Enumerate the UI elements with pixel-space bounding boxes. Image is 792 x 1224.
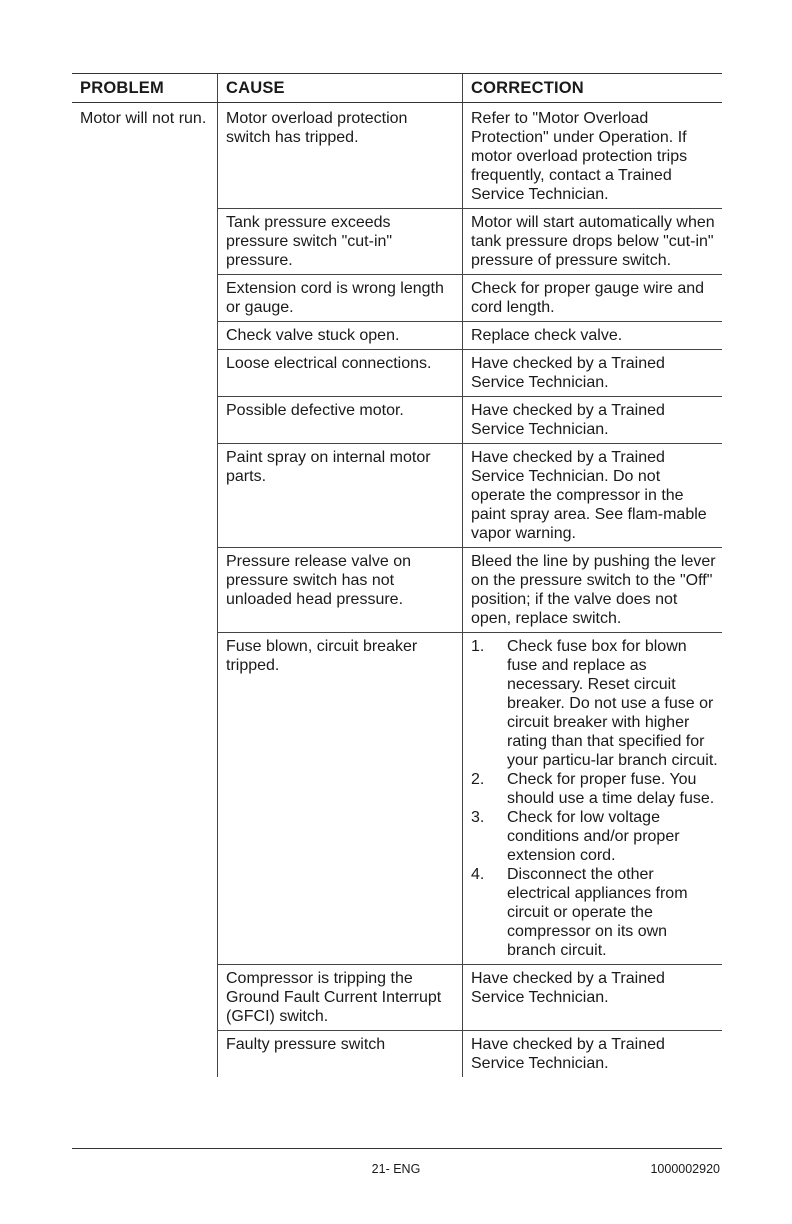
header-problem: PROBLEM xyxy=(80,79,164,97)
table-row xyxy=(217,275,722,322)
correction-step xyxy=(471,770,718,808)
cause-cell: Check valve stuck open. xyxy=(217,322,462,349)
correction-cell: Motor will start automatically when tank pressure drops below "cut-in" pressure of pressure switch. xyxy=(462,209,722,274)
cause-cell: Paint spray on internal motor parts. xyxy=(217,444,462,547)
correction-cell: Have checked by a Trained Service Technician. xyxy=(462,965,722,1030)
cause-cell: Loose electrical connections. xyxy=(217,350,462,396)
correction-cell: Replace check valve. xyxy=(462,322,722,349)
cause-cell: Tank pressure exceeds pressure switch "cut-in" pressure. xyxy=(217,209,462,274)
step-number: 1. xyxy=(471,638,485,655)
cause-correction-rows xyxy=(217,103,722,1077)
cause-cell: Pressure release valve on pressure switch has not unloaded head pressure. xyxy=(217,548,462,632)
table-row xyxy=(217,397,722,444)
step-number: 3. xyxy=(471,809,485,826)
cause-cell: Possible defective motor. xyxy=(217,397,462,443)
correction-cell: Have checked by a Trained Service Technician. Do not operate the compressor in the paint spray area. See flam-mable vapor warning. xyxy=(462,444,722,547)
step-text: Disconnect the other electrical appliances from circuit or operate the compressor on its own branch circuit. xyxy=(507,866,688,959)
correction-step xyxy=(471,637,718,770)
step-text: Check for low voltage conditions and/or proper extension cord. xyxy=(507,809,680,864)
table-row xyxy=(217,965,722,1031)
step-text: Check fuse box for blown fuse and replace as necessary. Reset circuit breaker. Do not use a fuse or circuit breaker with higher rating than that specified for your particu-lar branch circuit. xyxy=(507,638,718,769)
table-row xyxy=(217,444,722,548)
table-row xyxy=(217,209,722,275)
table-header xyxy=(72,74,722,103)
page-number: 21- ENG xyxy=(371,1162,421,1176)
correction-steps xyxy=(462,633,722,964)
correction-cell: Check for proper gauge wire and cord length. xyxy=(462,275,722,321)
step-text: Check for proper fuse. You should use a time delay fuse. xyxy=(507,771,715,807)
cause-cell: Fuse blown, circuit breaker tripped. xyxy=(217,633,462,964)
correction-cell: Have checked by a Trained Service Technician. xyxy=(462,1031,722,1077)
troubleshooting-table xyxy=(72,73,722,1077)
table-row xyxy=(217,103,722,209)
table-body xyxy=(72,103,722,1077)
step-number: 4. xyxy=(471,866,485,883)
table-row xyxy=(217,548,722,633)
correction-cell: Bleed the line by pushing the lever on the pressure switch to the "Off" position; if the valve does not open, replace switch. xyxy=(462,548,722,632)
table-row xyxy=(217,322,722,350)
correction-step xyxy=(471,808,718,865)
table-row xyxy=(217,350,722,397)
correction-cell: Have checked by a Trained Service Technician. xyxy=(462,350,722,396)
header-cause: CAUSE xyxy=(217,74,462,102)
cause-cell: Compressor is tripping the Ground Fault Current Interrupt (GFCI) switch. xyxy=(217,965,462,1030)
footer-rule xyxy=(72,1148,722,1149)
step-number: 2. xyxy=(471,771,485,788)
cause-cell: Extension cord is wrong length or gauge. xyxy=(217,275,462,321)
cause-cell: Faulty pressure switch xyxy=(217,1031,462,1077)
table-row xyxy=(217,633,722,965)
cause-cell: Motor overload protection switch has tripped. xyxy=(217,103,462,208)
header-correction: CORRECTION xyxy=(462,74,722,102)
document-number: 1000002920 xyxy=(650,1162,720,1176)
correction-cell: Have checked by a Trained Service Technician. xyxy=(462,397,722,443)
table-row xyxy=(217,1031,722,1077)
correction-cell: Refer to "Motor Overload Protection" under Operation. If motor overload protection trips frequently, contact a Trained Service Technician. xyxy=(462,103,722,208)
problem-cell: Motor will not run. xyxy=(80,110,207,127)
correction-step xyxy=(471,865,718,960)
